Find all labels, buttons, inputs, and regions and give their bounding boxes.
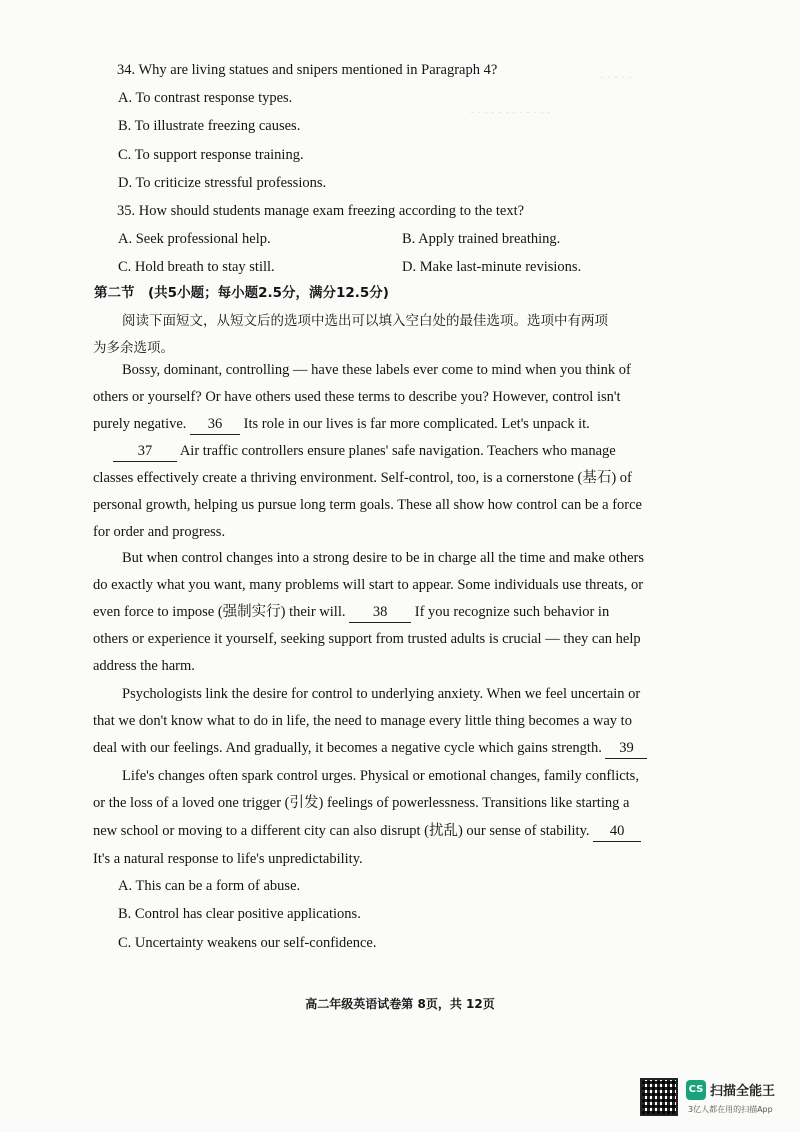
passage-line: Bossy, dominant, controlling — have these labels ever come to mind when you think of xyxy=(122,362,631,378)
bleed-through-text: · · · · · · · · · · · · xyxy=(470,105,551,119)
passage-line: or the loss of a loved one trigger (引发) feelings of powerlessness. Transitions like starting a xyxy=(93,795,630,811)
bleed-through-text: · · · · · xyxy=(600,70,632,84)
question-34-option-b: B. To illustrate freezing causes. xyxy=(118,118,301,134)
blank-39: 39 xyxy=(605,738,647,759)
question-35-option-b: B. Apply trained breathing. xyxy=(402,231,561,247)
passage-line: Psychologists link the desire for control to underlying anxiety. When we feel uncertain or xyxy=(122,686,641,702)
qr-code-icon xyxy=(640,1078,678,1116)
passage-text: If you recognize such behavior in xyxy=(414,604,610,620)
camscanner-logo-icon: CS xyxy=(686,1080,706,1100)
passage-text: deal with our feelings. And gradually, it becomes a negative cycle which gains strength. xyxy=(93,740,602,756)
passage-text: even force to impose (强制实行) their will. xyxy=(93,604,346,620)
question-34-option-a: A. To contrast response types. xyxy=(118,90,293,106)
question-34-option-c: C. To support response training. xyxy=(118,147,304,163)
passage-line: others or yourself? Or have others used these terms to describe you? However, control isn't xyxy=(93,389,621,405)
blank-40: 40 xyxy=(593,821,641,842)
question-35-option-d: D. Make last-minute revisions. xyxy=(402,259,582,275)
passage-line xyxy=(93,441,616,462)
choice-a: A. This can be a form of abuse. xyxy=(118,878,301,894)
passage-text: purely negative. xyxy=(93,416,187,432)
passage-line: do exactly what you want, many problems will start to appear. Some individuals use threats, or xyxy=(93,577,644,593)
section-instruction: 阅读下面短文，从短文后的选项中选出可以填入空白处的最佳选项。选项中有两项 xyxy=(122,313,608,329)
blank-36: 36 xyxy=(190,414,240,435)
passage-text: Its role in our lives is far more complicated. Let's unpack it. xyxy=(243,416,590,432)
choice-c: C. Uncertainty weakens our self-confidence. xyxy=(118,935,377,951)
passage-text: Air traffic controllers ensure planes' safe navigation. Teachers who manage xyxy=(179,443,616,459)
passage-line: that we don't know what to do in life, the need to manage every little thing becomes a way to xyxy=(93,713,632,729)
question-35-option-c: C. Hold breath to stay still. xyxy=(118,259,275,275)
passage-line: But when control changes into a strong desire to be in charge all the time and make others xyxy=(122,550,644,566)
passage-line: address the harm. xyxy=(93,658,195,674)
blank-37: 37 xyxy=(113,441,177,462)
question-34-stem: 34. Why are living statues and snipers mentioned in Paragraph 4? xyxy=(117,62,498,78)
passage-line: It's a natural response to life's unpredictability. xyxy=(93,851,363,867)
choice-b: B. Control has clear positive applications. xyxy=(118,906,361,922)
passage-line: Life's changes often spark control urges. Physical or emotional changes, family conflicts, xyxy=(122,768,639,784)
passage-line: personal growth, helping us pursue long term goals. These all show how control can be a force xyxy=(93,497,642,513)
question-35-stem: 35. How should students manage exam freezing according to the text? xyxy=(117,203,525,219)
scanner-tagline: 3亿人都在用的扫描App xyxy=(688,1105,773,1114)
page-footer: 高二年级英语试卷第 8页，共 12页 xyxy=(305,997,495,1011)
question-34-option-d: D. To criticize stressful professions. xyxy=(118,175,327,191)
passage-line xyxy=(93,738,647,759)
passage-line xyxy=(93,602,609,623)
scanner-brand: 扫描全能王 xyxy=(710,1084,776,1099)
section-instruction: 为多余选项。 xyxy=(93,340,174,356)
passage-line: for order and progress. xyxy=(93,524,226,540)
passage-line xyxy=(93,414,590,435)
scanner-watermark xyxy=(640,1078,790,1118)
passage-line xyxy=(93,821,641,842)
passage-line: classes effectively create a thriving environment. Self-control, too, is a cornerstone (基石) of xyxy=(93,470,632,486)
blank-38: 38 xyxy=(349,602,411,623)
section-heading: 第二节 (共5小题；每小题2.5分，满分12.5分) xyxy=(94,285,389,301)
passage-text: new school or moving to a different city can also disrupt (扰乱) our sense of stability. xyxy=(93,823,590,839)
question-35-option-a: A. Seek professional help. xyxy=(118,231,271,247)
passage-line: others or experience it yourself, seeking support from trusted adults is crucial — they can help xyxy=(93,631,641,647)
